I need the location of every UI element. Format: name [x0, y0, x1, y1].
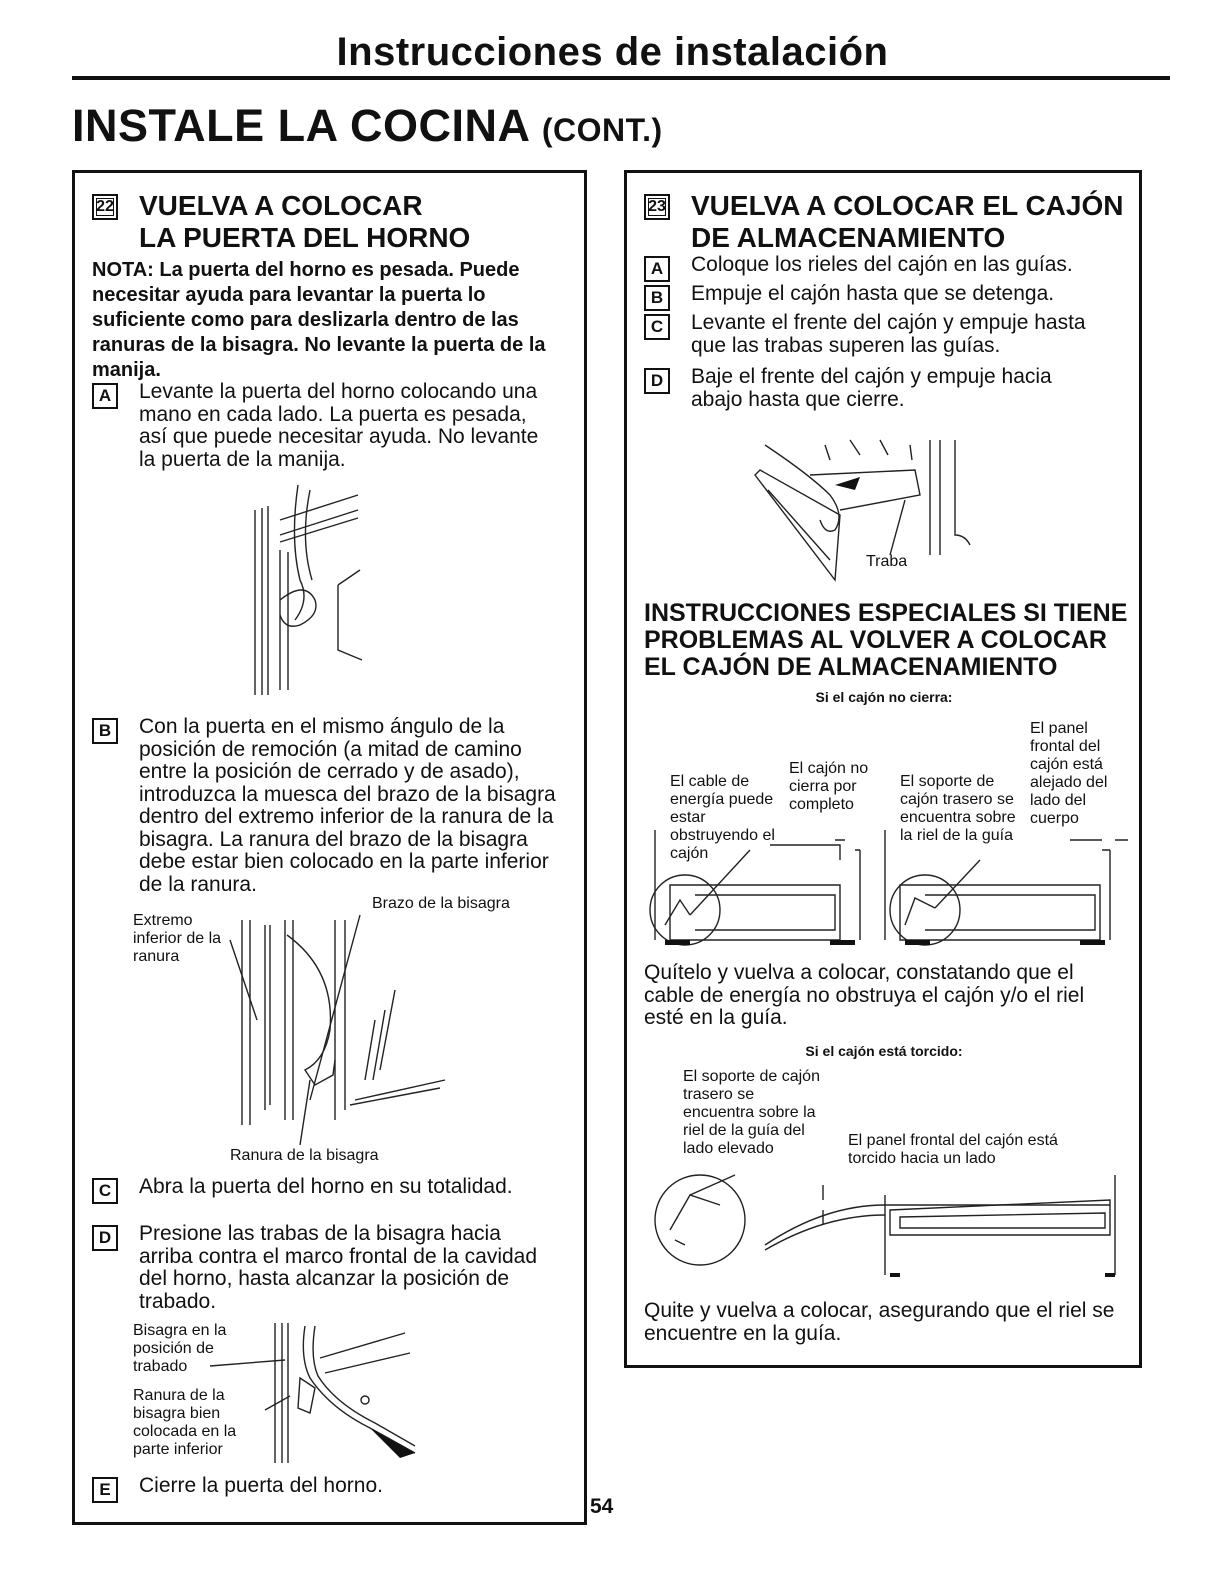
page-title: Instrucciones de instalación — [336, 30, 889, 74]
label-hinge-arm: Brazo de la bisagra — [372, 895, 510, 912]
drawer-not-closing-illustration — [650, 820, 1130, 950]
letter-c-badge: C — [644, 314, 670, 340]
letter-a-badge: A — [644, 256, 670, 282]
letter-a-badge: A — [92, 383, 118, 409]
label-slot-seated: Ranura de la bisagra bien colocada en la parte inferior — [133, 1387, 237, 1458]
door-weight-note: NOTA: La puerta del horno es pesada. Puede necesitar ayuda para levantar la puerta lo suficiente como para deslizarla dentro de las ranuras de la bisagra. No levante la puerta de la manija. — [92, 259, 546, 381]
step-23-item-a-text: Coloque los rieles del cajón en las guías. — [691, 253, 1073, 276]
label-raised-side-support: El soporte de cajón trasero se encuentra sobre la riel de la guía del lado elevado — [683, 1068, 820, 1157]
case-drawer-not-closing-title: Si el cajón no cierra: — [815, 689, 953, 705]
letter-d-badge: D — [92, 1225, 118, 1251]
step-22-item-e-text: Cierre la puerta del horno. — [139, 1474, 383, 1497]
section-title-cont: (CONT.) — [541, 112, 663, 148]
label-tilted-panel: El panel frontal del cajón está torcido hacia un lado — [848, 1132, 1058, 1167]
letter-d-badge: D — [644, 368, 670, 394]
step-22-heading-line2: LA PUERTA DEL HORNO — [139, 222, 471, 253]
letter-e-badge: E — [92, 1477, 118, 1503]
lift-door-illustration — [250, 480, 390, 700]
hinge-arm-illustration — [225, 910, 455, 1155]
step-22-item-d-text: Presione las trabas de la bisagra hacia arriba contra el marco frontal de la cavidad del horno, hasta alcanzar la posición de trabado. — [139, 1222, 538, 1313]
section-title: INSTALE LA COCINA (CONT.) — [72, 100, 663, 151]
letter-c-badge: C — [92, 1178, 118, 1204]
label-front-panel: El panel frontal del cajón está alejado del lado del cuerpo — [1030, 720, 1108, 827]
step-23-item-d-text: Baje el frente del cajón y empuje hacia abajo hasta que cierre. — [691, 365, 1052, 411]
letter-b-badge: B — [644, 285, 670, 311]
case-drawer-not-closing-text: Quítelo y vuelva a colocar, constatando que el cable de energía no obstruya el cajón y/o el riel esté en la guía. — [644, 961, 1085, 1029]
drawer-tilted-illustration — [645, 1165, 1125, 1280]
step-22-number: 22 — [92, 194, 118, 220]
case-drawer-tilted-title: Si el cajón está torcido: — [805, 1043, 963, 1059]
step-22-item-a-text: Levante la puerta del horno colocando una mano en cada lado. La puerta es pesada, así que puede necesitar ayuda. No levante la puerta de la manija. — [139, 380, 539, 471]
step-23-item-c-text: Levante el frente del cajón y empuje hasta que las trabas superen las guías. — [691, 311, 1086, 357]
label-hinge-slot: Ranura de la bisagra — [230, 1147, 379, 1164]
step-22-item-c-text: Abra la puerta del horno en su totalidad. — [139, 1175, 513, 1198]
step-23-number: 23 — [644, 194, 670, 220]
label-rear-support: El soporte de cajón trasero se encuentra sobre la riel de la guía — [900, 773, 1016, 844]
page-number: 54 — [590, 1495, 614, 1518]
label-latch: Traba — [866, 553, 908, 570]
step-23-heading-line1: VUELVA A COLOCAR EL CAJÓN — [691, 190, 1124, 221]
label-power-cable: El cable de energía puede estar obstruyendo el cajón — [670, 773, 775, 862]
special-instructions-heading: INSTRUCCIONES ESPECIALES SI TIENE PROBLEMAS AL VOLVER A COLOCAR EL CAJÓN DE ALMACENAMIENTO — [644, 599, 1128, 681]
step-22-item-b-text: Con la puerta en el mismo ángulo de la posición de remoción (a mitad de camino entre la posición de cerrado y de asado), introduzca la muesca del brazo de la bisagra dentro del extremo inferior de la ranura de la bisagra. La ranura del brazo de la bisagra debe estar bien colocado en la parte inferior de la ranura. — [139, 715, 556, 896]
step-23-item-b-text: Empuje el cajón hasta que se detenga. — [691, 282, 1055, 305]
label-hinge-locked: Bisagra en la posición de trabado — [133, 1322, 227, 1375]
letter-b-badge: B — [92, 718, 118, 744]
label-slot-bottom: Extremo inferior de la ranura — [133, 912, 222, 965]
step-23-heading-line2: DE ALMACENAMIENTO — [691, 222, 1006, 253]
case-drawer-tilted-text: Quite y vuelva a colocar, asegurando que el riel se encuentre en la guía. — [644, 1299, 1115, 1345]
step-22-heading-line1: VUELVA A COLOCAR — [139, 190, 423, 221]
label-not-closed: El cajón no cierra por completo — [789, 760, 869, 813]
locked-hinge-illustration — [200, 1318, 430, 1468]
drawer-insert-illustration — [750, 435, 980, 585]
title-divider — [72, 76, 1170, 80]
